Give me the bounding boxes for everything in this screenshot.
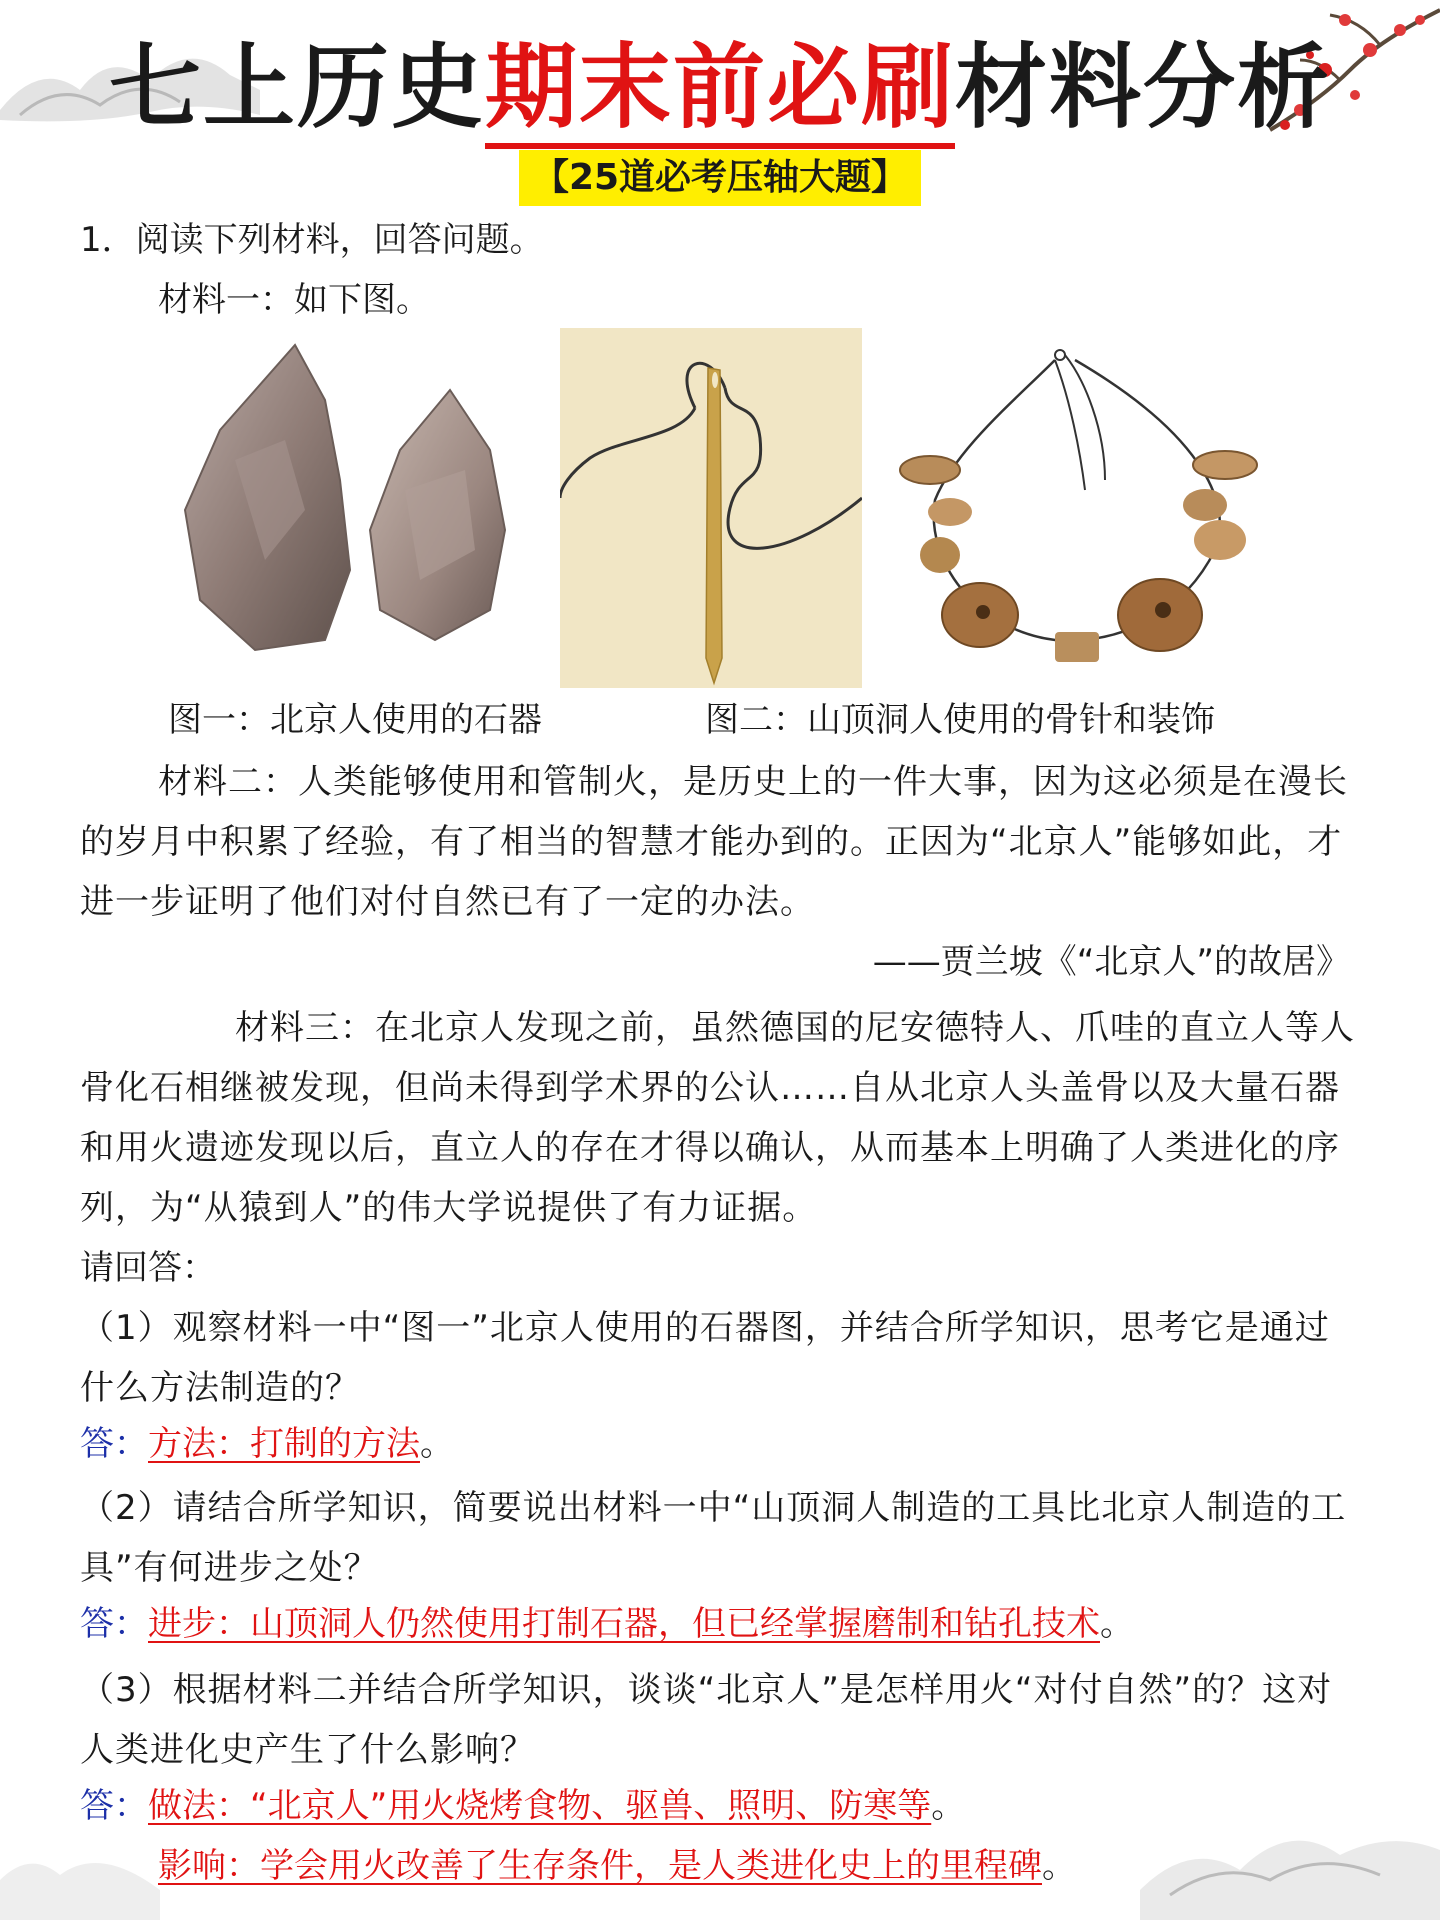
answer-text: 做法：“北京人”用火烧烤食物、驱兽、照明、防寒等 [148, 1786, 932, 1826]
answer-2 [80, 1600, 1134, 1648]
question-stem: 1．阅读下列材料，回答问题。 [80, 220, 544, 260]
subtitle-badge: 【25道必考压轴大题】 [519, 150, 921, 206]
answer-text: 方法：打制的方法 [148, 1424, 420, 1464]
answer-period: 。 [420, 1424, 454, 1464]
title-part-2: 材料分析 [955, 34, 1332, 141]
figure1-caption: 图一：北京人使用的石器 [168, 700, 542, 740]
subquestion-2: （2）请结合所学知识，简要说出材料一中“山顶洞人制造的工具比北京人制造的工具”有何进步之处？ [80, 1488, 1347, 1588]
material2-text: 材料二：人类能够使用和管制火，是历史上的一件大事，因为这必须是在漫长的岁月中积累了经验，有了相当的智慧才能办到的。正因为“北京人”能够如此，才进一步证明了他们对付自然已有了一定的办法。 [80, 762, 1348, 922]
answer-label: 答： [80, 1786, 148, 1826]
subquestion-3: （3）根据材料二并结合所学知识，谈谈“北京人”是怎样用火“对付自然”的？这对人类进化史产生了什么影响？ [80, 1670, 1333, 1770]
answer-text: 进步：山顶洞人仍然使用打制石器，但已经掌握磨制和钻孔技术 [148, 1604, 1100, 1644]
material2-source: ——贾兰坡《“北京人”的故居》 [872, 942, 1350, 982]
material1-intro: 材料一：如下图。 [158, 280, 430, 320]
title-part-1: 七上历史 [108, 34, 485, 141]
stone-tools-image [175, 340, 535, 660]
answer-period: 。 [1042, 1846, 1076, 1886]
ask-prompt: 请回答： [80, 1248, 216, 1288]
page-title [0, 28, 1440, 148]
subquestion-1: （1）观察材料一中“图一”北京人使用的石器图，并结合所学知识，思考它是通过什么方法制造的？ [80, 1308, 1330, 1408]
ink-mountain-decoration [1140, 1780, 1440, 1920]
bone-needle-image [560, 328, 862, 688]
answer-3a [80, 1782, 965, 1830]
bone-ornament-necklace-image [895, 340, 1275, 670]
material3-text: 材料三：在北京人发现之前，虽然德国的尼安德特人、爪哇的直立人等人骨化石相继被发现，但尚未得到学术界的公认……自从北京人头盖骨以及大量石器和用火遗迹发现以后，直立人的存在才得以确认，从而基本上明确了人类进化的序列，为“从猿到人”的伟大学说提供了有力证据。 [80, 1008, 1355, 1228]
answer-text: 影响：学会用火改善了生存条件，是人类进化史上的里程碑 [158, 1846, 1042, 1886]
answer-period: 。 [1100, 1604, 1134, 1644]
figure2-caption: 图二：山顶洞人使用的骨针和装饰 [705, 700, 1215, 740]
answer-period: 。 [931, 1786, 966, 1826]
answer-1 [80, 1420, 454, 1468]
answer-label: 答： [80, 1604, 148, 1644]
answer-label: 答： [80, 1424, 148, 1464]
title-highlight: 期末前必刷 [485, 34, 955, 149]
answer-3b [158, 1842, 1076, 1890]
